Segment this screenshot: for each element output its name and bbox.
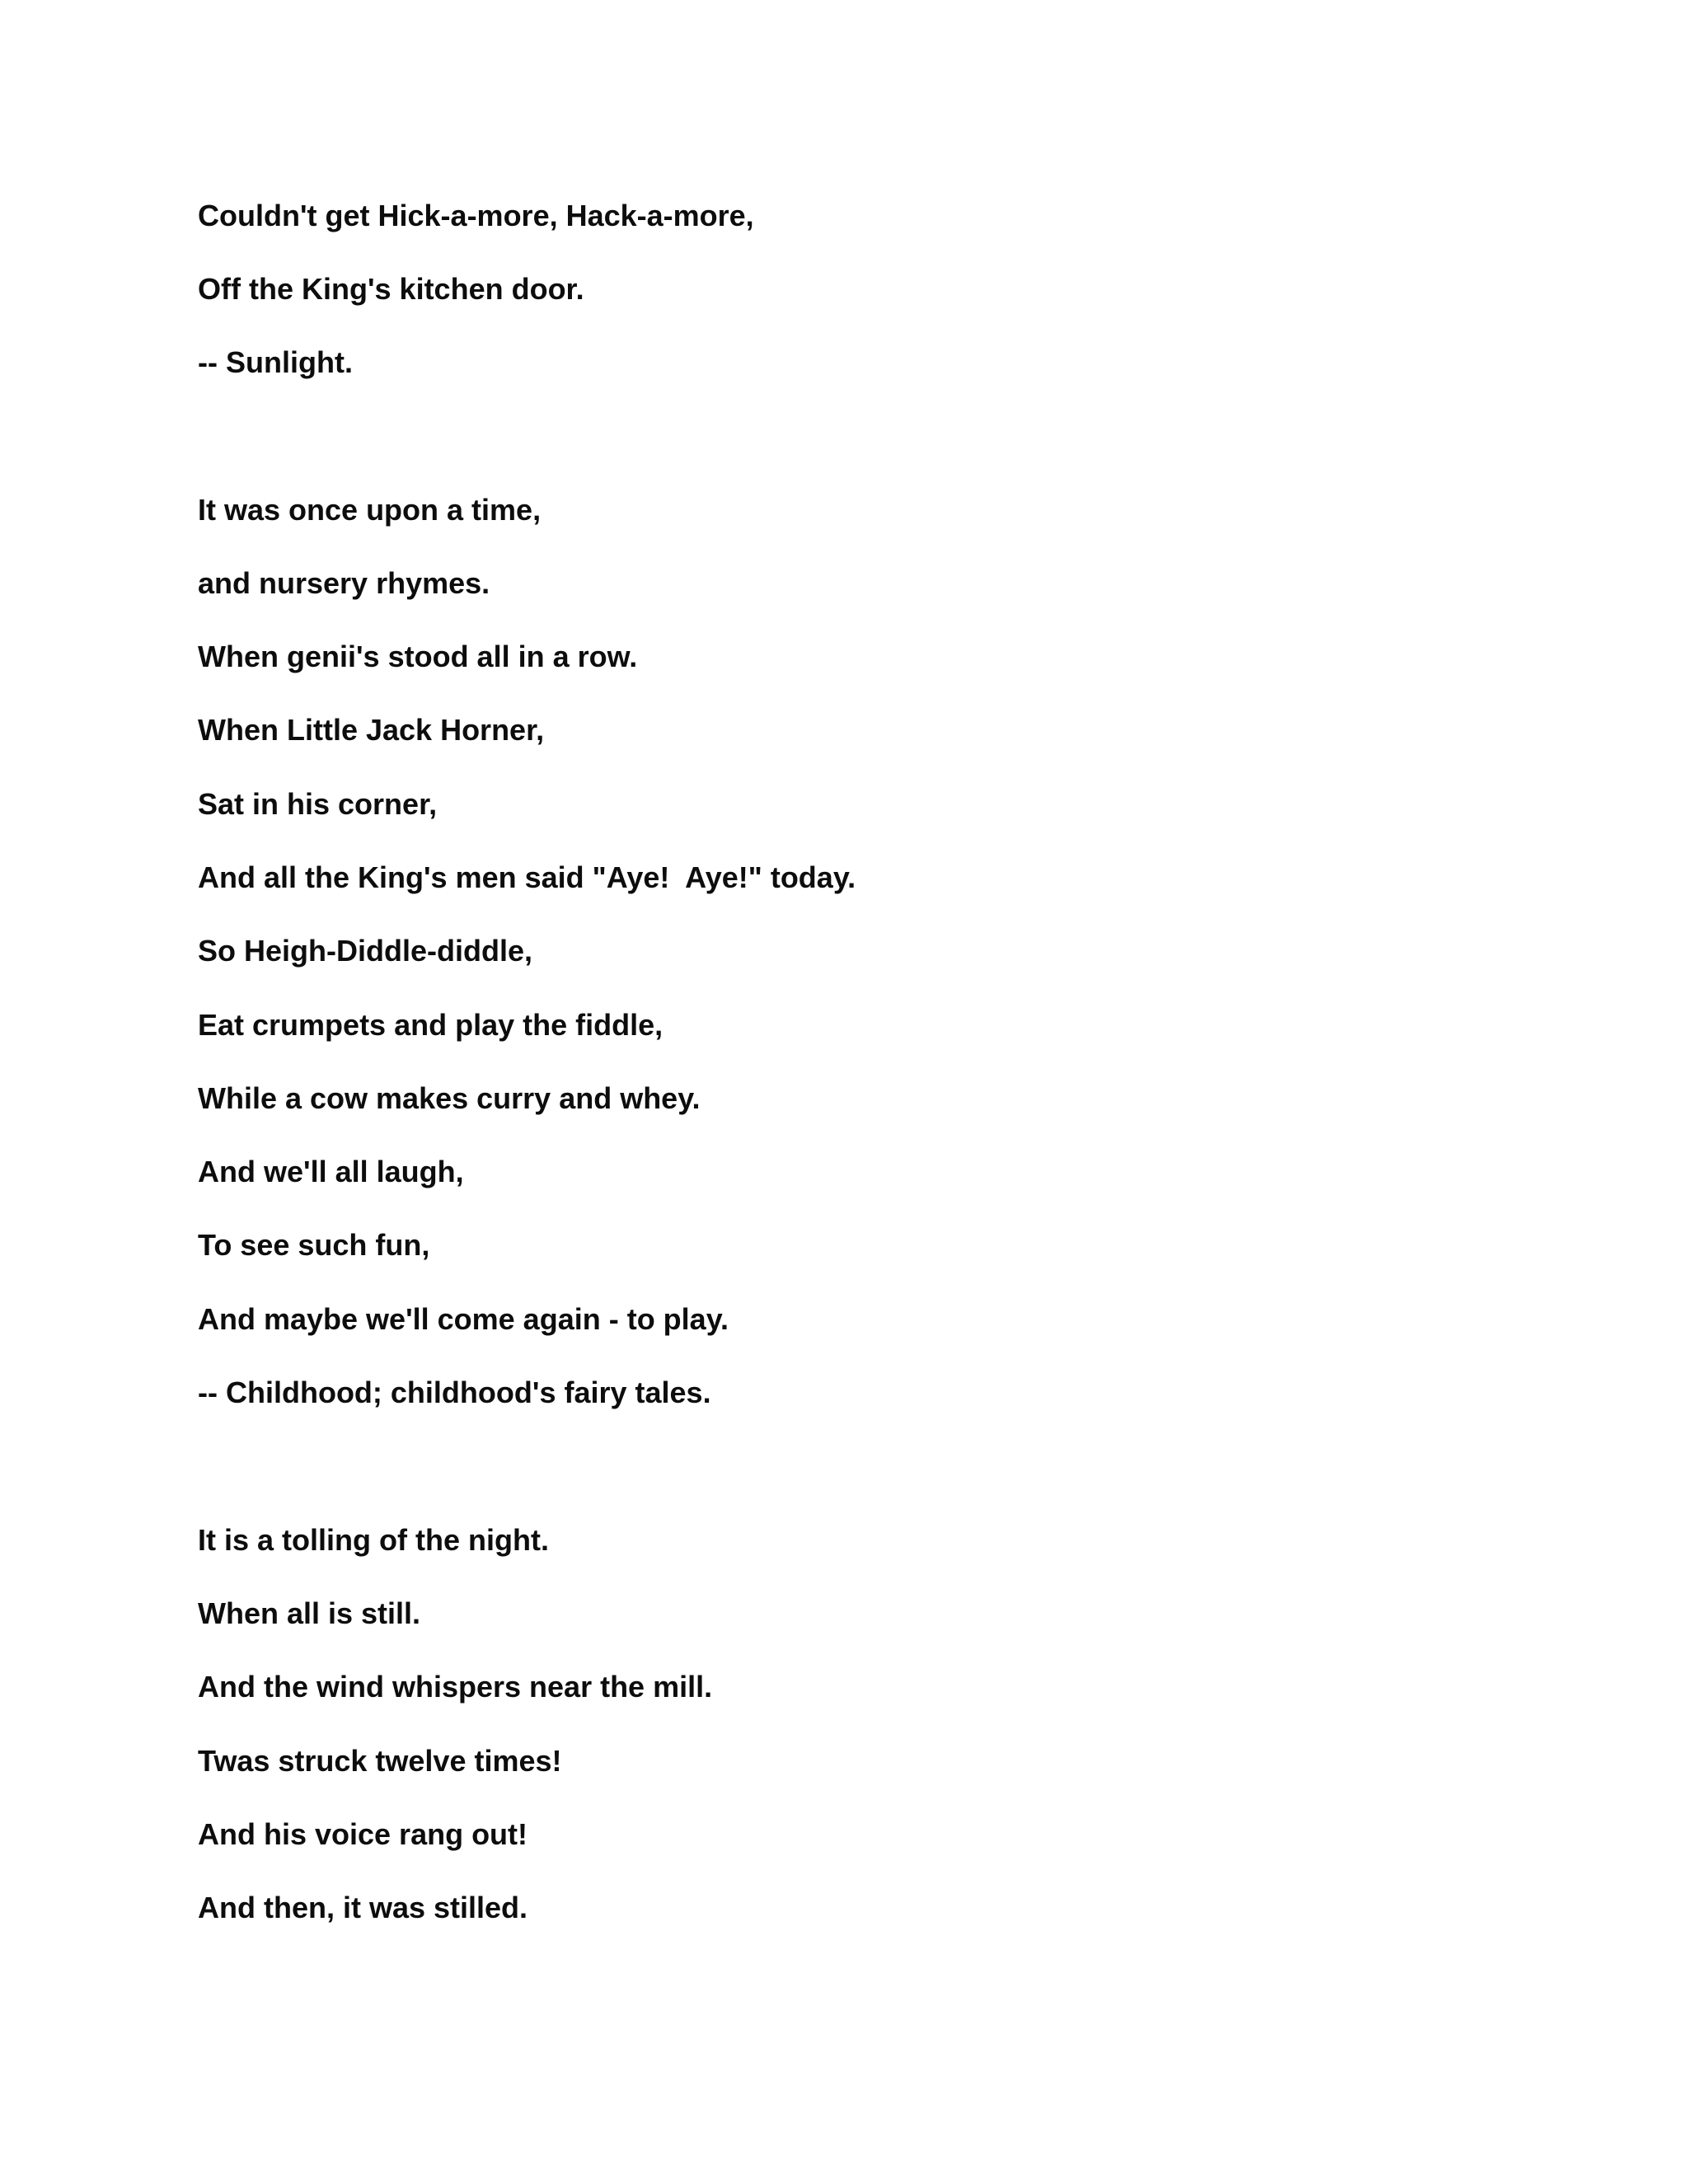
poem-line: Eat crumpets and play the fiddle, <box>198 1008 663 1042</box>
poem-line: And his voice rang out! <box>198 1817 528 1851</box>
attribution-line: -- Childhood; childhood's fairy tales. <box>198 1376 711 1409</box>
attribution-line: -- Sunlight. <box>198 345 353 379</box>
poem-line: Off the King's kitchen door. <box>198 272 584 306</box>
poem-line: And we'll all laugh, <box>198 1155 464 1188</box>
poem-line: So Heigh-Diddle-diddle, <box>198 934 532 968</box>
poem-line: and nursery rhymes. <box>198 566 490 600</box>
poem-line: Sat in his corner, <box>198 787 438 821</box>
poem-line: Twas struck twelve times! <box>198 1744 562 1778</box>
poem-line: And then, it was stilled. <box>198 1891 528 1924</box>
poem-line: And the wind whispers near the mill. <box>198 1670 713 1704</box>
poem-line: To see such fun, <box>198 1228 430 1262</box>
poem-line: While a cow makes curry and whey. <box>198 1081 701 1115</box>
poem-line: When Little Jack Horner, <box>198 713 545 747</box>
poem-line: It is a tolling of the night. <box>198 1523 549 1557</box>
poem-line: Couldn't get Hick-a-more, Hack-a-more, <box>198 199 754 232</box>
poem-line: It was once upon a time, <box>198 493 542 527</box>
poem-line: When all is still. <box>198 1596 421 1630</box>
poem-line: And maybe we'll come again - to play. <box>198 1302 729 1336</box>
poem-line: And all the King's men said "Aye! Aye!" today. <box>198 860 856 894</box>
poem-line: When genii's stood all in a row. <box>198 640 638 673</box>
